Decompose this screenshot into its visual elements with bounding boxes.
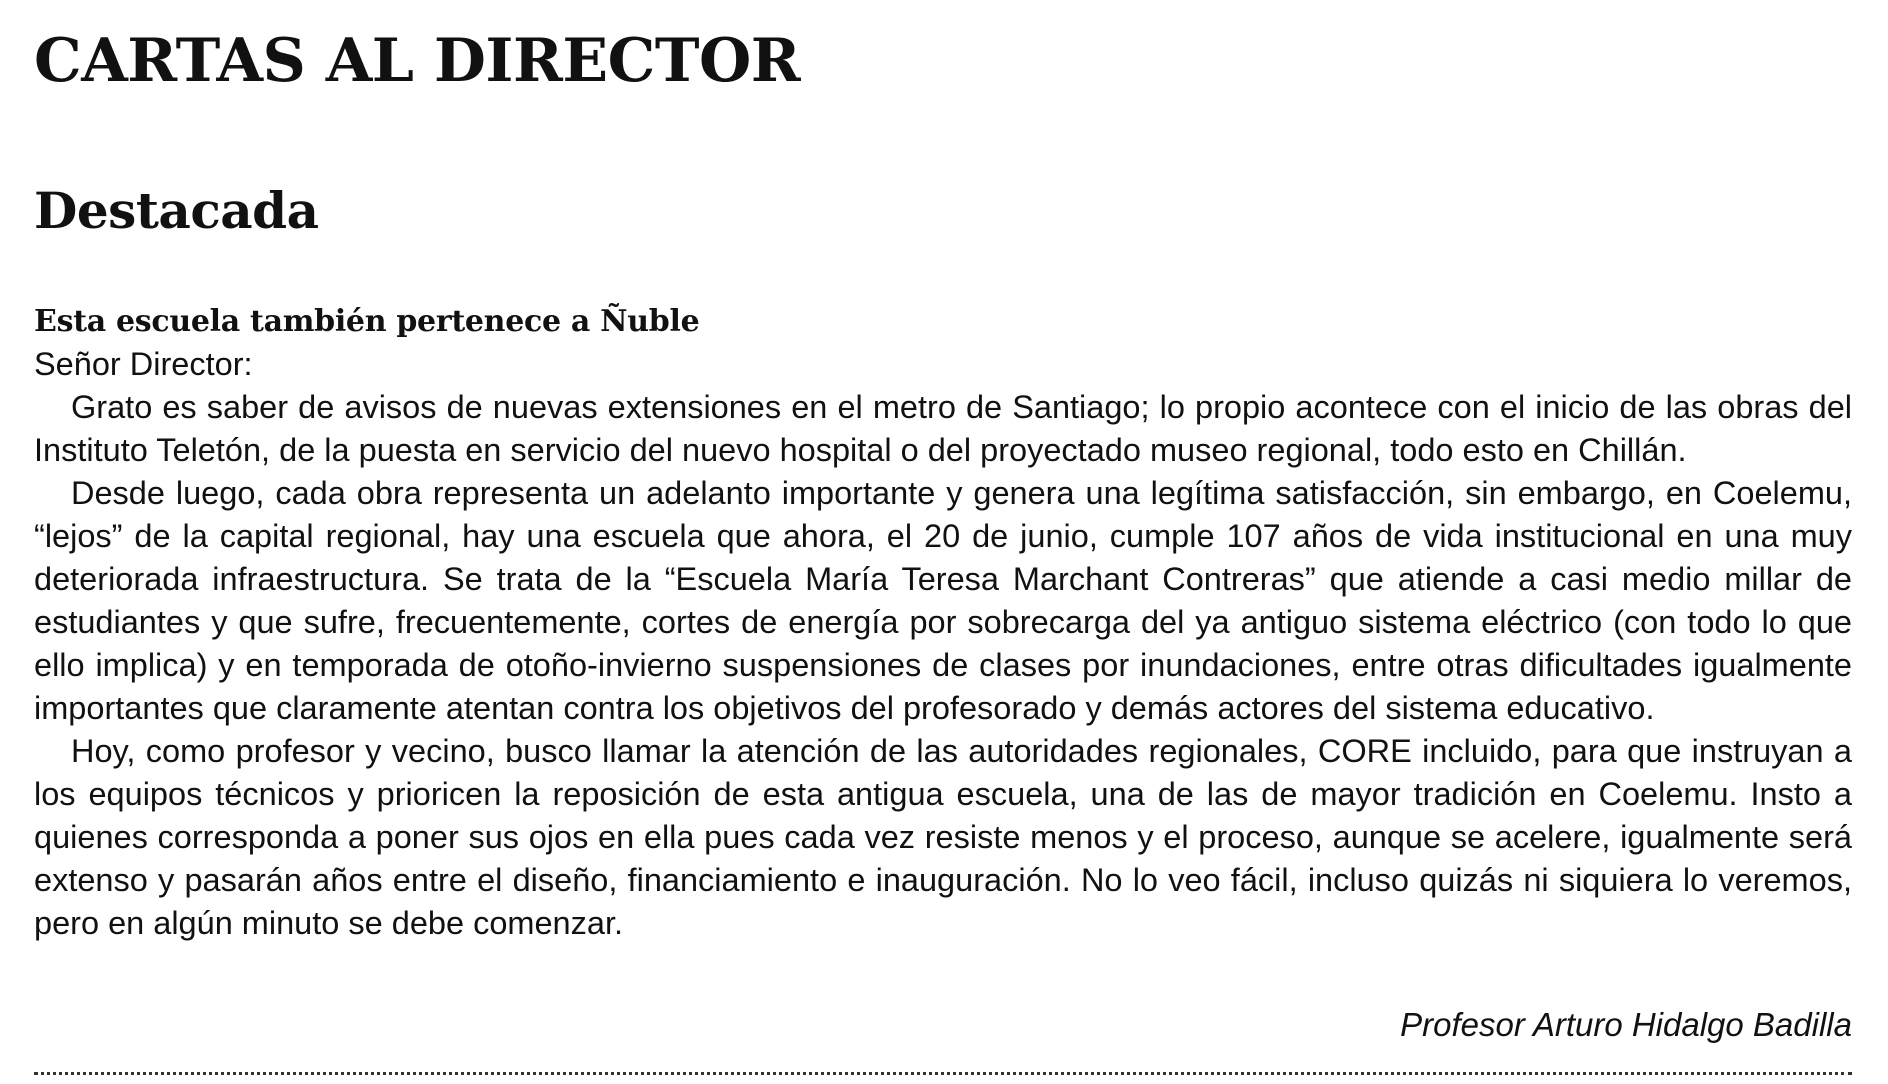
subsection-title: Destacada: [34, 181, 319, 240]
letter-salutation: Señor Director:: [34, 346, 253, 382]
dotted-divider: [34, 1072, 1852, 1075]
letter: [34, 300, 1852, 1046]
letter-signature: Profesor Arturo Hidalgo Badilla: [1400, 1006, 1852, 1043]
letter-headline: Esta escuela también pertenece a Ñuble: [34, 304, 700, 339]
letter-paragraph-2: Desde luego, cada obra representa un adelanto importante y genera una legítima satisfacción, sin embargo, en Coelemu, “lejos” de la capital regional, hay una escuela que ahora, el 20 de junio, cumple 107 años de vida institucional en una muy deteriorada infraestructura. Se trata de la “Escuela María Teresa Marchant Contreras” que atiende a casi medio millar de estudiantes y que sufre, frecuentemente, cortes de energía por sobrecarga del ya antiguo sistema eléctrico (con todo lo que ello implica) y en temporada de otoño-invierno suspensiones de clases por inundaciones, entre otras dificultades igualmente importantes que claramente atentan contra los objetivos del profesorado y demás actores del sistema educativo.: [34, 475, 1852, 726]
section-title: CARTAS AL DIRECTOR: [34, 26, 801, 96]
letter-paragraph-1: Grato es saber de avisos de nuevas extensiones en el metro de Santiago; lo propio acontece con el inicio de las obras del Instituto Teletón, de la puesta en servicio del nuevo hospital o del proyectado museo regional, todo esto en Chillán.: [34, 389, 1852, 468]
letter-paragraph-3: Hoy, como profesor y vecino, busco llamar la atención de las autoridades regionales, CORE incluido, para que instruyan a los equipos técnicos y prioricen la reposición de esta antigua escuela, una de las de mayor tradición en Coelemu. Insto a quienes corresponda a poner sus ojos en ella pues cada vez resiste menos y el proceso, aunque se acelere, igualmente será extenso y pasarán años entre el diseño, financiamiento e inauguración. No lo veo fácil, incluso quizás ni siquiera lo veremos, pero en algún minuto se debe comenzar.: [34, 733, 1852, 941]
letters-page: [34, 20, 1852, 1046]
